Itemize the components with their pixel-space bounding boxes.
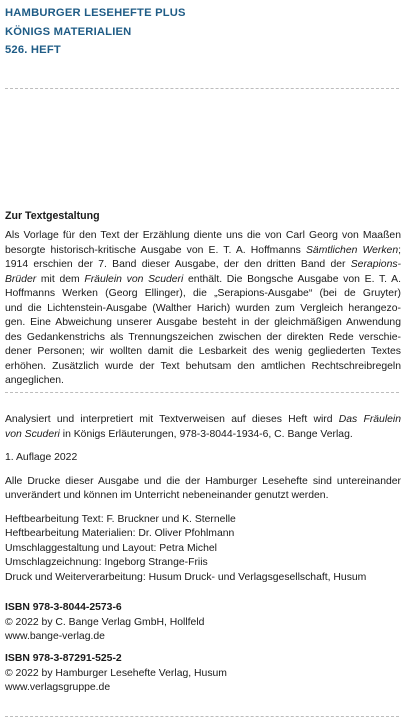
series-header	[5, 4, 399, 60]
issue-number: 526. HEFT	[5, 44, 61, 56]
isbn-block-hamburger	[5, 652, 401, 696]
textgestaltung-section	[5, 209, 401, 389]
publisher-url[interactable]: www.verlagsgruppe.de	[5, 682, 111, 693]
publisher-url[interactable]: www.bange-verlag.de	[5, 631, 105, 642]
paragraph-line: des Gedankenstrichs als Trennungszeichen zwischen der direkten Rede verschie-	[5, 331, 401, 343]
credit-line: Umschlaggestaltung und Layout: Petra Michel	[5, 542, 217, 554]
imprint-section	[5, 413, 401, 585]
paragraph-line: gen. Eine Abweichung unserer Ausgabe besteht in der gleichmäßigen Anwendung	[5, 317, 401, 328]
paragraph-line: 1914 erschien der 7. Band dieser Ausgabe, der den dritten Band der Serapions-	[5, 259, 401, 270]
analysis-note-line: von Scuderi in Königs Erläuterungen, 978-3-8044-1934-6, C. Bange Verlag.	[5, 428, 353, 440]
copyright: © 2022 by Hamburger Lesehefte Verlag, Husum	[5, 667, 227, 679]
paragraph-line: erhöhen. Zusätzlich wurde der Text behutsam den amtlichen Rechtschreibregeln	[5, 360, 401, 372]
series-subtitle: KÖNIGS MATERIALIEN	[5, 25, 132, 38]
prints-note-line: Alle Drucke dieser Ausgabe und die der Hamburger Lesehefte sind untereinander	[5, 475, 401, 487]
isbn: ISBN 978-3-87291-525-2	[5, 653, 122, 664]
divider	[5, 392, 399, 393]
credit-line: Umschlagzeichnung: Ingeborg Strange-Friis	[5, 557, 208, 568]
divider	[5, 716, 399, 717]
isbn-block-bange	[5, 601, 401, 645]
credits-list	[5, 513, 401, 586]
paragraph-line: angeglichen.	[5, 375, 64, 386]
credit-line: Druck und Weiterverarbeitung: Husum Druck- und Verlagsgesellschaft, Husum	[5, 571, 367, 583]
prints-note-line: unverändert und können im Unterricht nebeneinander genutzt werden.	[5, 490, 329, 501]
paragraph-line: Brüder mit dem Fräulein von Scuderi enthält. Die Bongsche Ausgabe von E. T. A.	[5, 273, 401, 285]
section-heading: Zur Textgestaltung	[5, 210, 100, 222]
paragraph-line: und die Lichtenstein-Ausgabe (Walther Harich) wurden zum Vergleich herangezo-	[5, 302, 401, 314]
isbn: ISBN 978-3-8044-2573-6	[5, 602, 122, 613]
credit-line: Heftbearbeitung Materialien: Dr. Oliver Pfohlmann	[5, 528, 235, 539]
paragraph-line: Hoffmanns Werken (Georg Ellinger), die „Serapions-Ausgabe“ (bei de Gruyter)	[5, 288, 401, 299]
series-title: HAMBURGER LESEHEFTE PLUS	[5, 7, 186, 19]
credit-line: Heftbearbeitung Text: F. Bruckner und K. Sternelle	[5, 513, 236, 525]
edition-note: 1. Auflage 2022	[5, 452, 78, 463]
paragraph-line: Als Vorlage für den Text der Erzählung diente uns die von Carl Georg von Maaßen	[5, 230, 401, 241]
analysis-note-line: Analysiert und interpretiert mit Textverweisen auf dieses Heft wird Das Fräulein	[5, 414, 401, 425]
copyright: © 2022 by C. Bange Verlag GmbH, Hollfeld	[5, 616, 205, 628]
paragraph-line: dener Personen; wir wollten damit die Lesbarkeit des wenig gegliederten Textes	[5, 346, 401, 357]
paragraph-line: besorgte historisch-kritische Ausgabe von E. T. A. Hoffmanns Sämtlichen Werken;	[5, 244, 401, 256]
divider	[5, 88, 399, 89]
